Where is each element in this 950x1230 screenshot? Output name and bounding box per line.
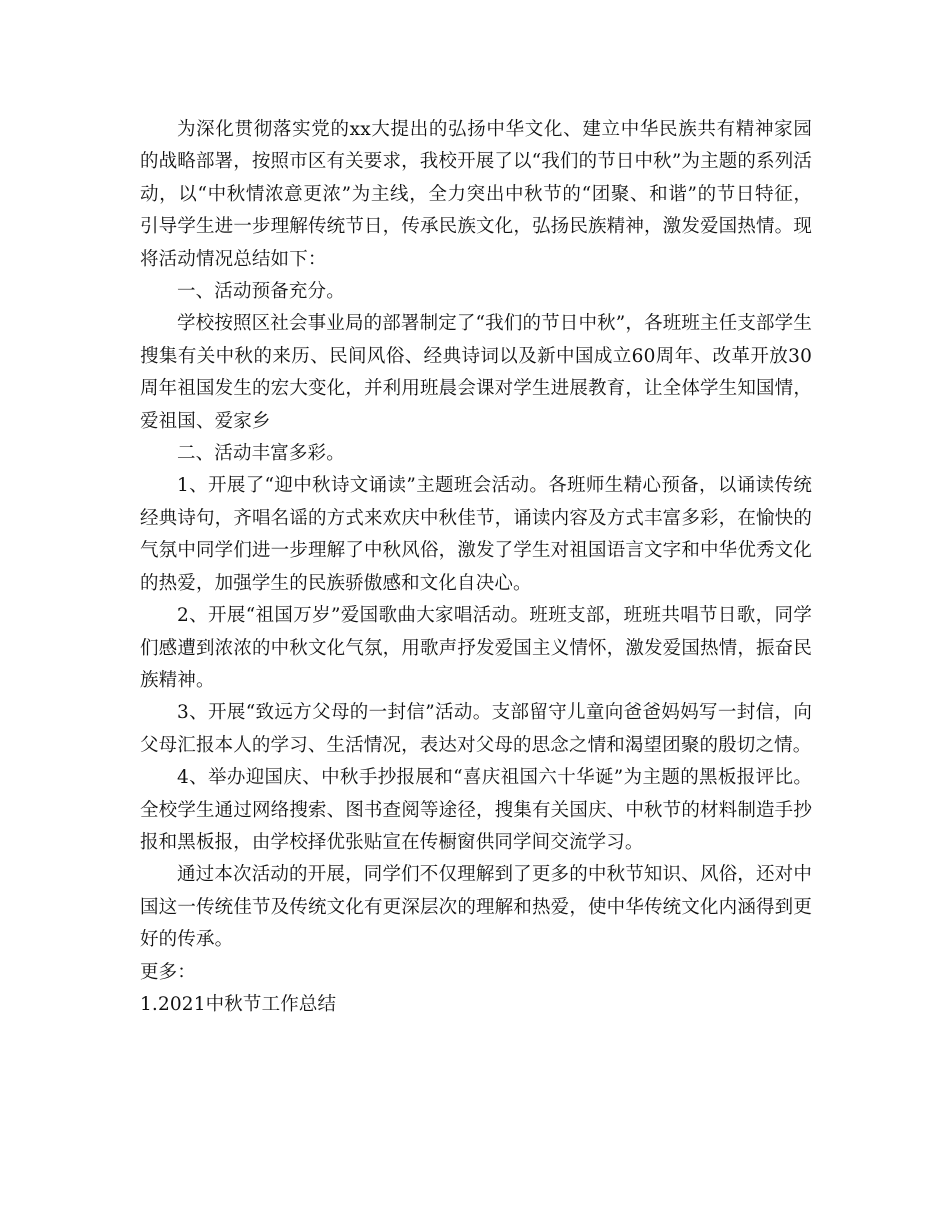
activity-item-3: 3、开展“致远方父母的一封信”活动。支部留守儿童向爸爸妈妈写一封信，向父母汇报本人的学习、生活情况，表达对父母的思念之情和渴望团聚的殷切之情。 bbox=[140, 702, 812, 756]
section-heading-preparation: 一、活动预备充分。 bbox=[177, 281, 345, 303]
intro-paragraph: 为深化贯彻落实党的xx大提出的弘扬中华文化、建立中华民族共有精神家园的战略部署，按照市区有关要求，我校开展了以“我们的节日中秋”为主题的系列活动，以“中秋情浓意更浓”为主线，全力突出中秋节的“团聚、和谐”的节日特征，引导学生进一步理解传统节日，传承民族文化，弘扬民族精神，激发爱国热情。现将活动情况总结如下： bbox=[140, 119, 812, 270]
activity-item-4: 4、举办迎国庆、中秋手抄报展和“喜庆祖国六十华诞”为主题的黑板报评比。全校学生通过网络搜索、图书查阅等途径，搜集有关国庆、中秋节的材料制造手抄报和黑板报，由学校择优张贴宣在传橱窗供同学间交流学习。 bbox=[140, 767, 812, 853]
section-heading-activities: 二、活动丰富多彩。 bbox=[177, 443, 345, 465]
preparation-paragraph: 学校按照区社会事业局的部署制定了“我们的节日中秋”，各班班主任支部学生搜集有关中秋的来历、民间风俗、经典诗词以及新中国成立60周年、改革开放30周年祖国发生的宏大变化，并利用班晨会课对学生进展教育，让全体学生知国情，爱祖国、爱家乡 bbox=[140, 313, 812, 432]
more-label: 更多： bbox=[140, 961, 196, 983]
activity-item-1: 1、开展了“迎中秋诗文诵读”主题班会活动。各班师生精心预备，以诵读传统经典诗句，齐唱名谣的方式来欢庆中秋佳节，诵读内容及方式丰富多彩，在愉快的气氛中同学们进一步理解了中秋风俗，激发了学生对祖国语言文字和中华优秀文化的热爱，加强学生的民族骄傲感和文化自决心。 bbox=[140, 475, 812, 594]
more-link[interactable]: 1.2021中秋节工作总结 bbox=[140, 993, 337, 1015]
activity-item-2: 2、开展“祖国万岁”爱国歌曲大家唱活动。班班支部，班班共唱节日歌，同学们感遭到浓浓的中秋文化气氛，用歌声抒发爱国主义情怀，激发爱国热情，振奋民族精神。 bbox=[140, 605, 812, 691]
document-body bbox=[140, 114, 812, 1021]
conclusion-paragraph: 通过本次活动的开展，同学们不仅理解到了更多的中秋节知识、风俗，还对中国这一传统佳节及传统文化有更深层次的理解和热爱，使中华传统文化内涵得到更好的传承。 bbox=[140, 864, 812, 951]
